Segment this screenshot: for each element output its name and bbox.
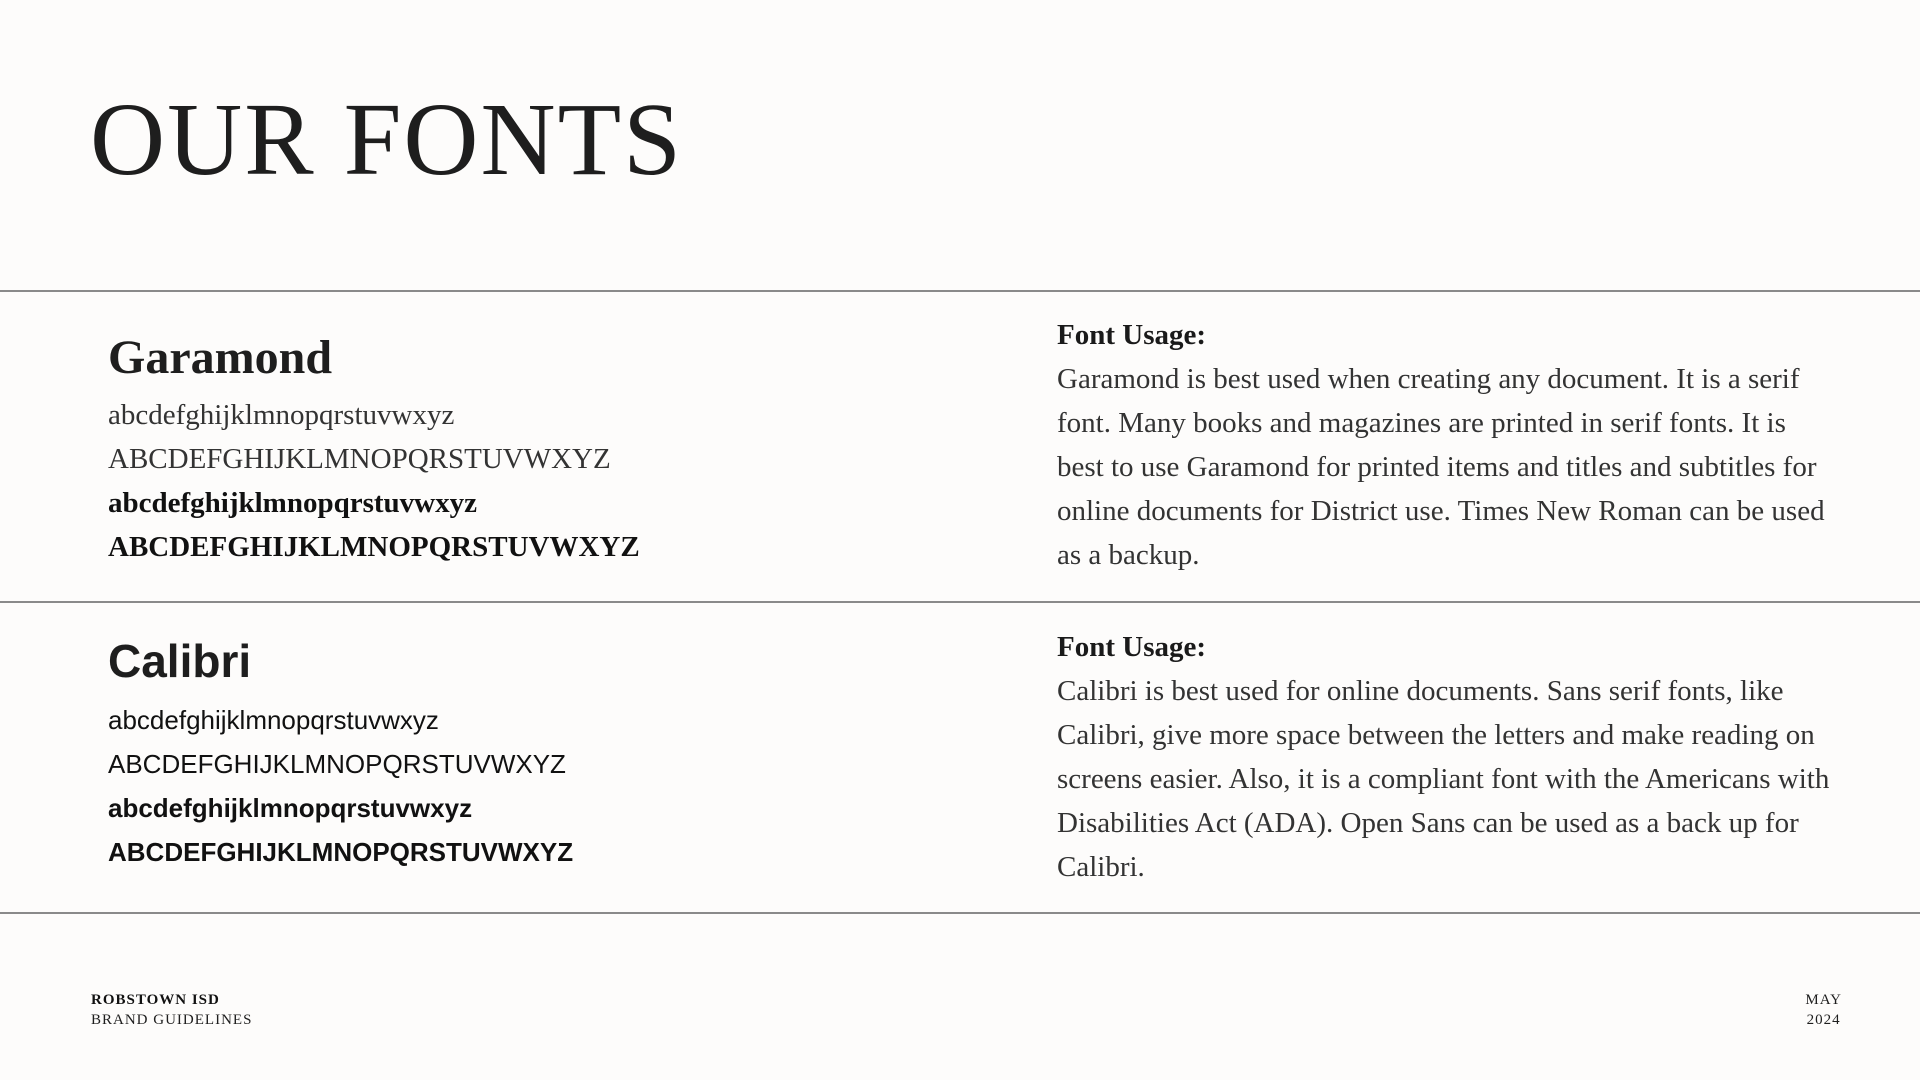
calibri-samples: [108, 698, 573, 874]
calibri-usage: [1057, 625, 1837, 889]
usage-label: Font Usage:: [1057, 631, 1207, 663]
sample-uppercase: ABCDEFGHIJKLMNOPQRSTUVWXYZ: [108, 443, 611, 475]
sample-lowercase: abcdefghijklmnopqrstuvwxyz: [108, 705, 439, 735]
footer-month: MAY: [1805, 992, 1842, 1008]
footer-left: [91, 990, 252, 1030]
sample-bold-uppercase: ABCDEFGHIJKLMNOPQRSTUVWXYZ: [108, 837, 574, 867]
garamond-heading: Garamond: [108, 331, 333, 384]
footer-year: 2024: [1806, 1012, 1841, 1028]
footer-right: [1805, 990, 1842, 1030]
sample-bold-lowercase: abcdefghijklmnopqrstuvwxyz: [108, 793, 473, 823]
divider: [0, 601, 1920, 603]
sample-bold-uppercase: ABCDEFGHIJKLMNOPQRSTUVWXYZ: [108, 531, 640, 563]
divider: [0, 912, 1920, 914]
sample-lowercase: abcdefghijklmnopqrstuvwxyz: [108, 399, 455, 431]
footer-org: ROBSTOWN ISD: [91, 992, 220, 1008]
page-title: OUR FONTS: [90, 82, 683, 197]
sample-uppercase: ABCDEFGHIJKLMNOPQRSTUVWXYZ: [108, 749, 566, 779]
footer-doc: BRAND GUIDELINES: [91, 1012, 253, 1028]
usage-text: Garamond is best used when creating any document. It is a serif font. Many books and magazines are printed in serif fonts. It is best to use Garamond for printed items and titles and subtitles for online documents for District use. Times New Roman can be used as a backup.: [1057, 363, 1825, 571]
divider: [0, 290, 1920, 292]
usage-text: Calibri is best used for online documents. Sans serif fonts, like Calibri, give more space between the letters and make reading on screens easier. Also, it is a compliant font with the Americans with Disabilities Act (ADA). Open Sans can be used as a back up for Calibri.: [1057, 675, 1830, 883]
garamond-usage: [1057, 313, 1837, 577]
calibri-heading: Calibri: [108, 635, 252, 687]
usage-label: Font Usage:: [1057, 319, 1207, 351]
sample-bold-lowercase: abcdefghijklmnopqrstuvwxyz: [108, 487, 477, 519]
garamond-samples: [108, 393, 640, 569]
